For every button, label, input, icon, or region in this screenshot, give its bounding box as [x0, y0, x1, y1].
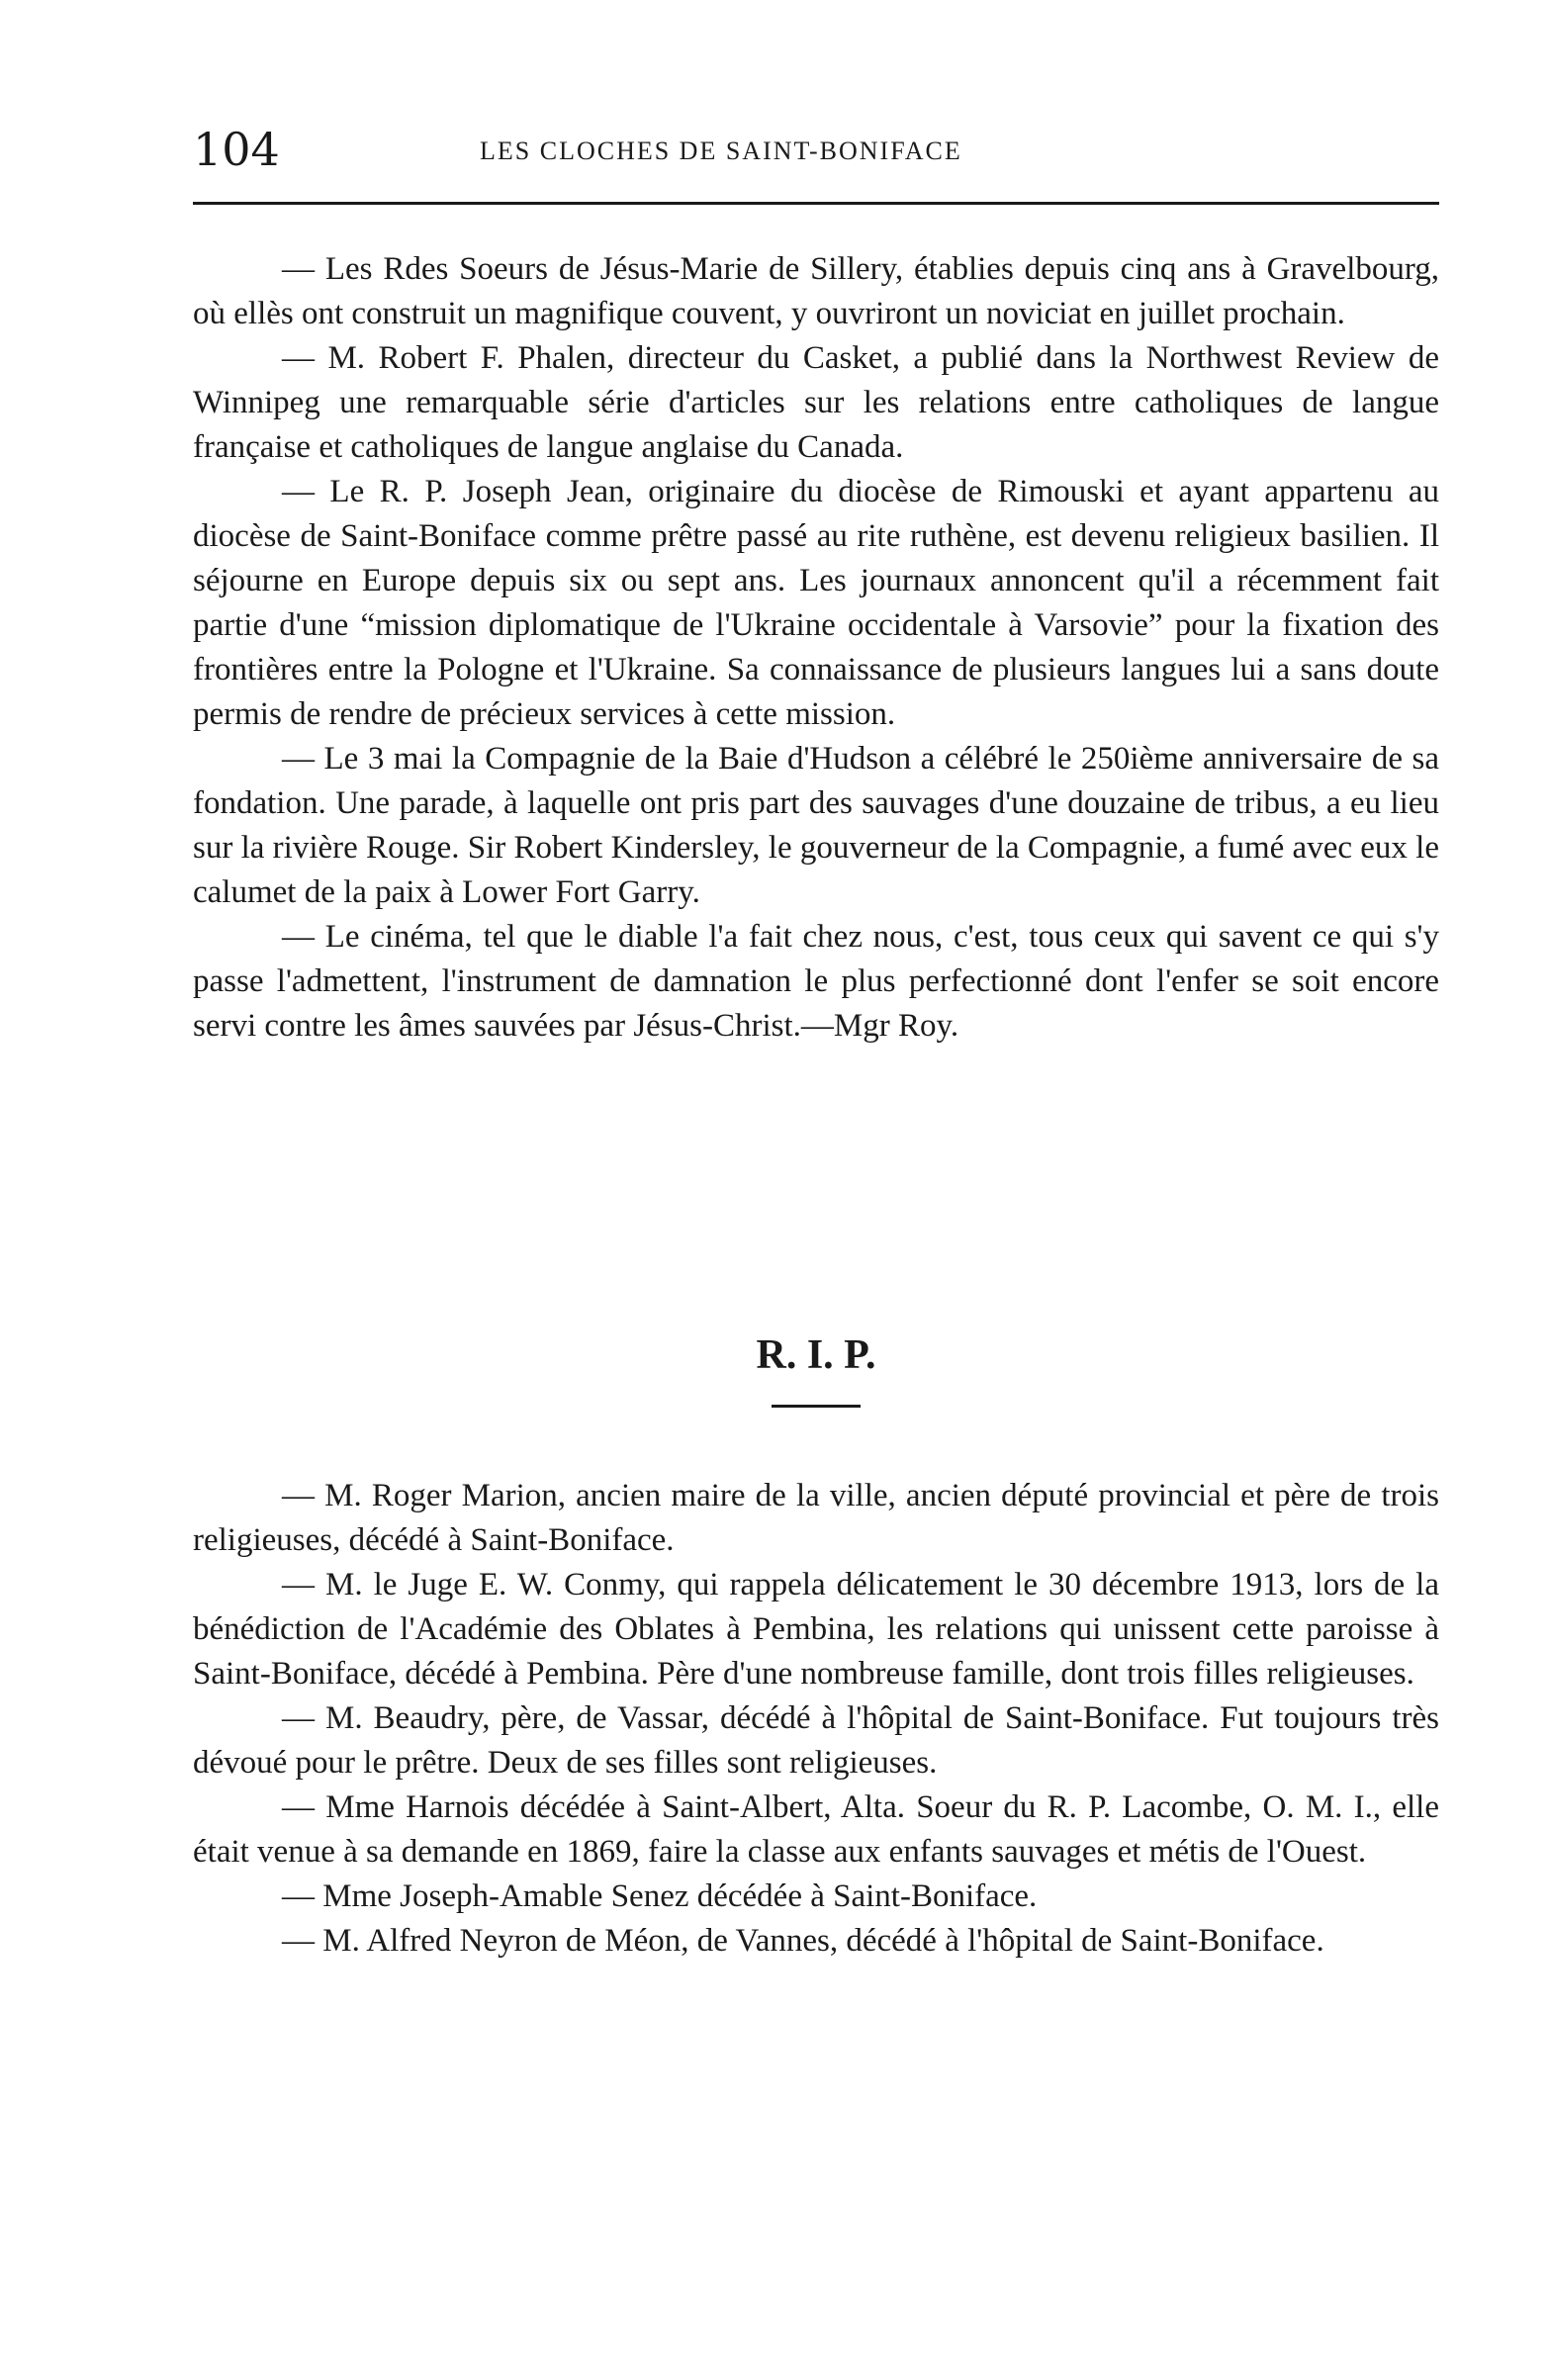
page-header	[193, 119, 1439, 198]
obituary-entry: — M. Alfred Neyron de Méon, de Vannes, décédé à l'hôpital de Saint-Boniface.	[282, 1923, 1324, 1959]
news-section	[193, 247, 1439, 1049]
book-page	[193, 119, 1439, 2354]
rip-entries	[193, 1474, 1439, 1964]
news-paragraph: — Le 3 mai la Compagnie de la Baie d'Hudson a célébré le 250ième anniversaire de sa fondation. Une parade, à laquelle ont pris part des sauvages d'une douzaine de tribus, a eu lieu sur la rivière Rouge. Sir Robert Kindersley, le gouverneur de la Compagnie, a fumé avec eux le calumet de la paix à Lower Fort Garry.	[193, 741, 1439, 910]
obituary-entry: — Mme Harnois décédée à Saint-Albert, Alta. Soeur du R. P. Lacombe, O. M. I., elle était venue à sa demande en 1869, faire la classe aux enfants sauvages et métis de l'Ouest.	[193, 1789, 1439, 1870]
rip-title: R. I. P.	[756, 1332, 876, 1378]
news-paragraph: — Le R. P. Joseph Jean, originaire du diocèse de Rimouski et ayant appartenu au diocèse de Saint-Boniface comme prêtre passé au rite ruthène, est devenu religieux basilien. Il séjourne en Europe depuis six ou sept ans. Les journaux annoncent qu'il a récemment fait partie d'une “mission diplomatique de l'Ukraine occidentale à Varsovie” pour la fixation des frontières entre la Pologne et l'Ukraine. Sa connaissance de plusieurs langues lui a sans doute permis de rendre de précieux services à cette mission.	[193, 474, 1439, 732]
page-number: 104	[193, 123, 280, 176]
obituary-entry: — M. Roger Marion, ancien maire de la ville, ancien député provincial et père de trois religieuses, décédé à Saint-Boniface.	[193, 1478, 1439, 1558]
running-title: LES CLOCHES DE SAINT-BONIFACE	[480, 137, 962, 165]
rip-rule	[772, 1405, 861, 1408]
obituary-entry: — M. Beaudry, père, de Vassar, décédé à l'hôpital de Saint-Boniface. Fut toujours très dévoué pour le prêtre. Deux de ses filles sont religieuses.	[193, 1700, 1439, 1781]
obituary-entry: — M. le Juge E. W. Conmy, qui rappela délicatement le 30 décembre 1913, lors de la bénédiction de l'Académie des Oblates à Pembina, les relations qui unissent cette paroisse à Saint-Boniface, décédé à Pembina. Père d'une nombreuse famille, dont trois filles religieuses.	[193, 1567, 1439, 1692]
obituary-entry: — Mme Joseph-Amable Senez décédée à Saint-Boniface.	[282, 1878, 1038, 1914]
news-paragraph: — Le cinéma, tel que le diable l'a fait chez nous, c'est, tous ceux qui savent ce qui s'y passe l'admettent, l'instrument de damnation le plus perfectionné dont l'enfer se soit encore servi contre les âmes sauvées par Jésus-Christ.—Mgr Roy.	[193, 919, 1439, 1044]
news-paragraph: — Les Rdes Soeurs de Jésus-Marie de Sillery, établies depuis cinq ans à Gravelbourg, où ellès ont construit un magnifique couvent, y ouvriront un noviciat en juillet prochain.	[193, 251, 1439, 331]
news-paragraph: — M. Robert F. Phalen, directeur du Casket, a publié dans la Northwest Review de Winnipeg une remarquable série d'articles sur les relations entre catholiques de langue française et catholiques de langue anglaise du Canada.	[193, 340, 1439, 465]
rip-section	[193, 1326, 1439, 1959]
header-rule	[193, 202, 1439, 205]
